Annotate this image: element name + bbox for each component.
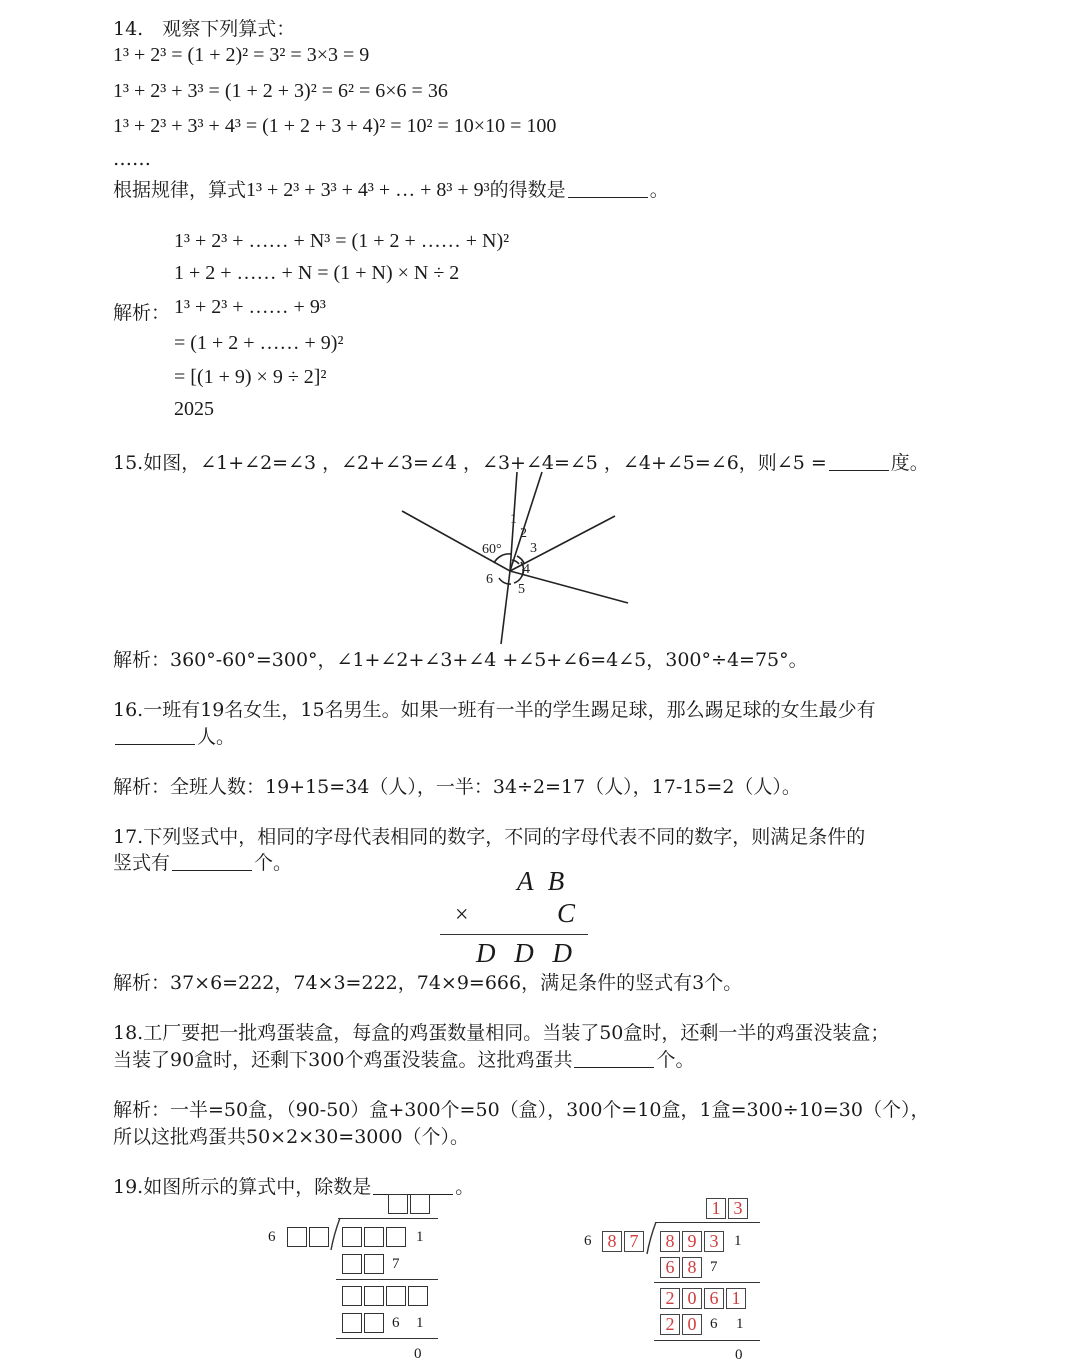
q15-answer-blank: [829, 452, 889, 471]
q18-line1: 18.工厂要把一批鸡蛋装盒，每盒的鸡蛋数量相同。当装了50盒时，还剩一半的鸡蛋没装盒；: [113, 1022, 890, 1044]
q14-answer-blank: [568, 179, 648, 198]
q17-answer-blank: [172, 852, 252, 871]
q14-question: 根据规律，算式1³ + 2³ + 3³ + 4³ + … + 8³ + 9³的得数是 。: [113, 179, 669, 201]
q17-analysis: 解析：37×6=222，74×3=222，74×9=666，满足条件的竖式有3个。: [113, 972, 743, 994]
q18-analysis1: 解析：一半=50盒，（90-50）盒+300个=50（盒），300个=10盒，1盒=300÷10=30（个），: [113, 1099, 930, 1121]
q17-row1: A B: [517, 866, 569, 896]
q17-row2: C: [557, 898, 576, 928]
q14-sol4: 2025: [174, 398, 214, 420]
q17-rule: [440, 934, 588, 935]
q16-answer-blank: [115, 726, 195, 745]
q16-line2: 人。: [113, 722, 235, 749]
q14-eq3: 1³ + 2³ + 3³ + 4³ = (1 + 2 + 3 + 4)² = 10² = 10×10 = 100: [113, 115, 557, 137]
angle-5-label: 5: [518, 582, 525, 597]
q19-right-division: 1 3 6 8 7 8 9 3 1 6 8 7 2 0 6 1 2 0 6 1 0: [578, 1192, 778, 1364]
angle-1-label: 1: [510, 512, 517, 527]
q18-answer-blank: [574, 1049, 654, 1068]
q14-question-expr: 1³ + 2³ + 3³ + 4³ + … + 8³ + 9³: [246, 179, 490, 201]
q16-line1: 16.一班有19名女生，15名男生。如果一班有一半的学生踢足球，那么踢足球的女生最少有: [113, 699, 876, 721]
q19-question: 19.如图所示的算式中，除数是 。: [113, 1176, 475, 1198]
angle-6-label: 6: [486, 572, 493, 587]
q17-times: ×: [455, 902, 469, 928]
q15-angle-figure: [390, 466, 640, 648]
arc-4: [514, 569, 523, 583]
q17-result: D D D: [476, 938, 578, 968]
q14-title: 14. 观察下列算式：: [113, 18, 296, 40]
q17-line2: 竖式有 个。: [113, 852, 293, 874]
q17-line1: 17.下列竖式中，相同的字母代表相同的数字，不同的字母代表不同的数字，则满足条件的: [113, 826, 866, 848]
q19-left-division: 6 1 7 6 1 0: [260, 1192, 450, 1364]
q14-eq1: 1³ + 2³ = (1 + 2)² = 3² = 3×3 = 9: [113, 44, 370, 66]
q14-analysis-label: 解析：: [113, 302, 171, 324]
q14-eq2: 1³ + 2³ + 3³ = (1 + 2 + 3)² = 6² = 6×6 = 36: [113, 80, 448, 102]
q18-line2: 当装了90盒时，还剩下300个鸡蛋没装盒。这批鸡蛋共 个。: [113, 1049, 695, 1071]
angle-3-label: 3: [530, 541, 537, 556]
q14-sol3: = [(1 + 9) × 9 ÷ 2]²: [174, 366, 327, 388]
q15-question: 15.如图，∠1+∠2=∠3 ，∠2+∠3=∠4 ，∠3+∠4=∠5 ，∠4+∠5=∠6，则∠5 = 度。: [113, 452, 929, 474]
q14-formula2: 1 + 2 + …… + N = (1 + N) × N ÷ 2: [174, 262, 460, 284]
angle-4-label: 4: [523, 562, 530, 577]
q14-sol2: = (1 + 2 + …… + 9)²: [174, 332, 344, 354]
q18-analysis2: 所以这批鸡蛋共50×2×30=3000（个）。: [113, 1126, 470, 1148]
angle-60-label: 60°: [482, 542, 502, 557]
q15-analysis: 解析：360°-60°=300°，∠1+∠2+∠3+∠4 +∠5+∠6=4∠5，300°÷4=75°。: [113, 649, 808, 671]
q16-analysis: 解析：全班人数：19+15=34（人），一半：34÷2=17（人），17-15=2（人）。: [113, 776, 801, 798]
q14-dots: ……: [113, 148, 151, 170]
q14-formula1: 1³ + 2³ + …… + N³ = (1 + 2 + …… + N)²: [174, 230, 510, 252]
angle-2-label: 2: [520, 526, 527, 541]
q14-sol1: 1³ + 2³ + …… + 9³: [174, 296, 326, 318]
